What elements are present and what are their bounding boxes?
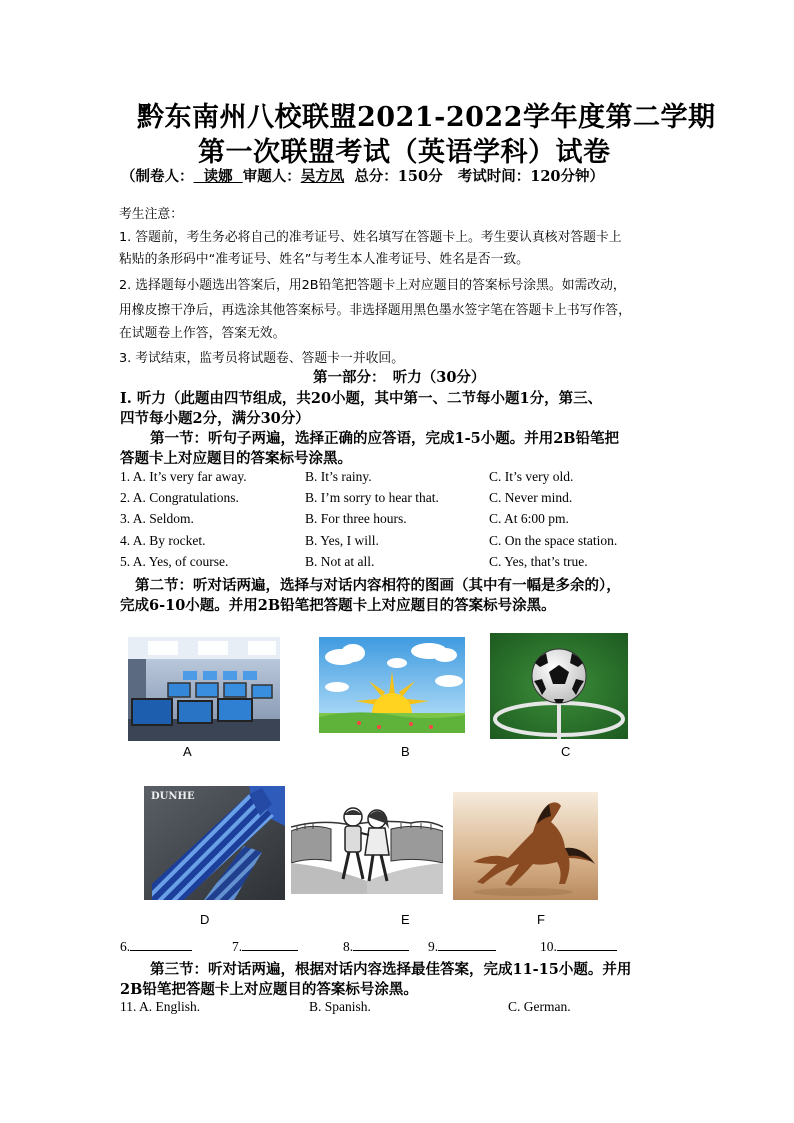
section2-instruction-line1: 第二节：听对话两遍，选择与对话内容相符的图画（其中有一幅是多余的）， bbox=[135, 577, 621, 594]
reviewer-label: 审题人： bbox=[242, 168, 301, 185]
picture-label-c: C bbox=[561, 744, 571, 759]
q1-option-c: C. It’s very old. bbox=[489, 469, 574, 484]
q4-option-c: C. On the space station. bbox=[489, 533, 618, 548]
note-1-line2: 粘贴的条形码中“准考证号、姓名”与考生本人准考证号、姓名是否一致。 bbox=[119, 252, 529, 267]
picture-label-e: E bbox=[401, 912, 410, 927]
part1-title: 第一部分： 听力（30分） bbox=[313, 369, 486, 386]
blank-10-number: 10. bbox=[540, 939, 557, 954]
q3-option-b: B. For three hours. bbox=[305, 511, 407, 526]
picture-f-horse bbox=[453, 792, 598, 900]
notes-heading: 考生注意： bbox=[119, 207, 183, 222]
q5-option-c: C. Yes, that’s true. bbox=[489, 554, 588, 569]
maker-label: （制卷人： bbox=[121, 168, 194, 185]
picture-c-football bbox=[490, 633, 628, 739]
note-2-line1: 2. 选择题每小题选出答案后，用2B铅笔把答题卡上对应题目的答案标号涂黑。如需改动， bbox=[119, 278, 626, 293]
part1-intro-line1: Ⅰ. 听力（此题由四节组成，共20小题，其中第一、二节每小题1分，第三、 bbox=[120, 390, 603, 407]
answer-blank-6[interactable] bbox=[120, 938, 192, 955]
note-2-line3: 在试题卷上作答，答案无效。 bbox=[119, 326, 286, 341]
section3-instruction-line1: 第三节：听对话两遍，根据对话内容选择最佳答案，完成11-15小题。并用 bbox=[150, 961, 632, 978]
blank-7-number: 7. bbox=[232, 939, 243, 954]
section2-instruction-line2: 完成6-10小题。并用2B铅笔把答题卡上对应题目的答案标号涂黑。 bbox=[120, 597, 556, 614]
answer-blank-9[interactable] bbox=[428, 938, 496, 955]
picture-label-d: D bbox=[200, 912, 210, 927]
picture-label-f: F bbox=[537, 912, 545, 927]
tie-brand-text: DUNHE bbox=[151, 791, 195, 802]
picture-d-necktie bbox=[144, 786, 285, 900]
picture-label-b: B bbox=[401, 744, 410, 759]
q2-option-c: C. Never mind. bbox=[489, 490, 573, 505]
picture-e-kids-walking bbox=[291, 801, 443, 894]
note-2-line2: 用橡皮擦干净后，再选涂其他答案标号。非选择题用黑色墨水签字笔在答题卡上书写作答， bbox=[119, 303, 631, 318]
blank-8-number: 8. bbox=[343, 939, 354, 954]
q11-option-b: B. Spanish. bbox=[309, 999, 371, 1014]
picture-label-a: A bbox=[183, 744, 192, 759]
blank-9-number: 9. bbox=[428, 939, 439, 954]
note-1-line1: 1. 答题前，考生务必将自己的准考证号、姓名填写在答题卡上。考生要认真核对答题卡上 bbox=[119, 230, 622, 245]
exam-info bbox=[121, 165, 604, 186]
picture-b-sunny-day bbox=[319, 637, 465, 733]
q11-option-a: 11. A. English. bbox=[120, 999, 201, 1014]
q3-option-c: C. At 6:00 pm. bbox=[489, 511, 569, 526]
q1-option-a: 1. A. It’s very far away. bbox=[120, 469, 247, 484]
note-3: 3. 考试结束，监考员将试题卷、答题卡一并收回。 bbox=[119, 351, 405, 366]
section1-instruction-line2: 答题卡上对应题目的答案标号涂黑。 bbox=[120, 450, 352, 467]
q4-option-b: B. Yes, I will. bbox=[305, 533, 379, 548]
exam-title-line1: 黔东南州八校联盟2021-2022学年度第二学期 bbox=[137, 102, 716, 133]
section1-instruction-line1: 第一节：听句子两遍，选择正确的应答语，完成1-5小题。并用2B铅笔把 bbox=[150, 430, 620, 447]
reviewer-name: 吴方凤 bbox=[300, 168, 345, 185]
exam-title-line2: 第一次联盟考试（英语学科）试卷 bbox=[198, 137, 611, 168]
blank-6-number: 6. bbox=[120, 939, 131, 954]
picture-a-computer-lab bbox=[128, 637, 280, 741]
q2-option-b: B. I’m sorry to hear that. bbox=[305, 490, 439, 505]
answer-blank-7[interactable] bbox=[232, 938, 298, 955]
section3-instruction-line2: 2B铅笔把答题卡上对应题目的答案标号涂黑。 bbox=[120, 981, 418, 998]
q2-option-a: 2. A. Congratulations. bbox=[120, 490, 239, 505]
maker-name: 读娜 bbox=[193, 168, 243, 185]
q5-option-b: B. Not at all. bbox=[305, 554, 375, 569]
q4-option-a: 4. A. By rocket. bbox=[120, 533, 206, 548]
q11-option-c: C. German. bbox=[508, 999, 571, 1014]
total-score: 总分：150分 bbox=[354, 168, 443, 185]
q1-option-b: B. It’s rainy. bbox=[305, 469, 372, 484]
q3-option-a: 3. A. Seldom. bbox=[120, 511, 194, 526]
answer-blank-10[interactable] bbox=[540, 938, 617, 955]
part1-intro-line2: 四节每小题2分，满分30分） bbox=[120, 410, 310, 427]
exam-time: 考试时间：120分钟） bbox=[457, 168, 605, 185]
answer-blank-8[interactable] bbox=[343, 938, 409, 955]
q5-option-a: 5. A. Yes, of course. bbox=[120, 554, 229, 569]
